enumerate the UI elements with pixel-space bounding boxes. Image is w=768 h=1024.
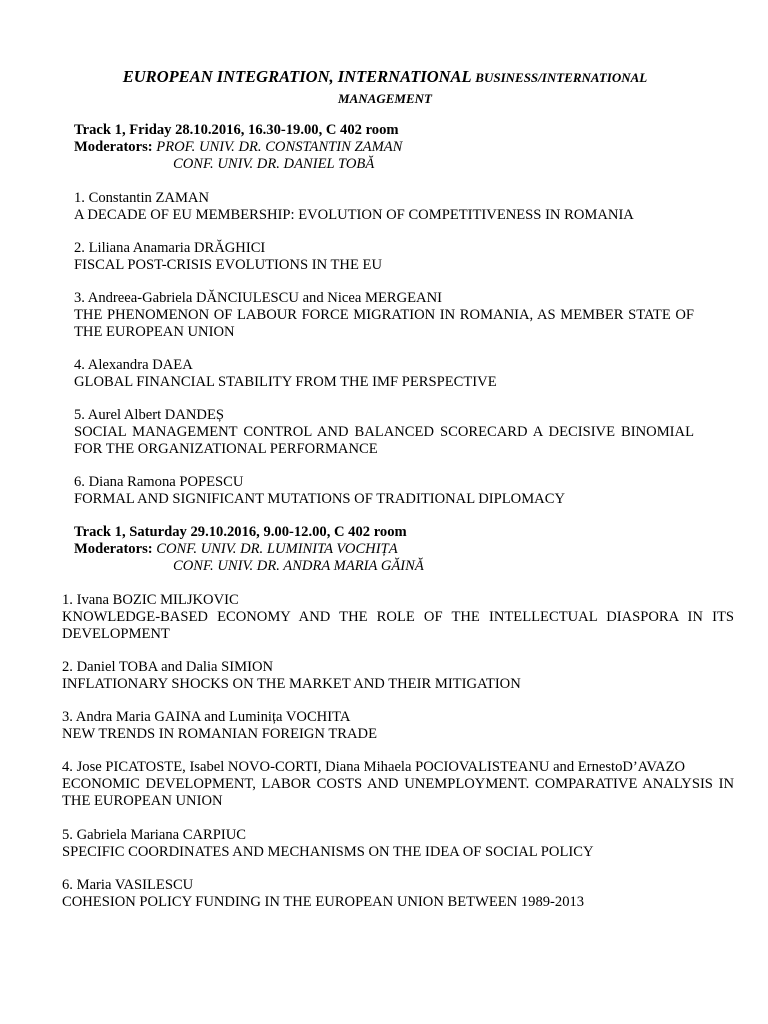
paper-entry (74, 474, 694, 508)
title-part-1: EUROPEAN INTEGRATION, INTERNATIONAL (122, 67, 472, 86)
paper-author: 1. Ivana BOZIC MILJKOVIC (62, 592, 239, 608)
paper-title: NEW TRENDS IN ROMANIAN FOREIGN TRADE (62, 726, 377, 742)
paper-entry (62, 659, 734, 693)
paper-entry (62, 877, 734, 911)
moderator-name: CONF. UNIV. DR. LUMINITA VOCHIȚA (156, 541, 398, 557)
paper-entry (62, 592, 734, 643)
moderator-name: CONF. UNIV. DR. DANIEL TOBĂ (173, 156, 375, 172)
paper-entry (74, 357, 694, 391)
paper-author: 6. Diana Ramona POPESCU (74, 474, 244, 490)
moderators-label: Moderators: (74, 139, 153, 155)
paper-title: SOCIAL MANAGEMENT CONTROL AND BALANCED SCORECARD A DECISIVE BINOMIAL FOR THE ORGANIZATIONAL PERFORMANCE (74, 424, 694, 457)
paper-author: 3. Andreea-Gabriela DĂNCIULESCU and Nicea MERGEANI (74, 290, 442, 306)
track-heading-friday: Track 1, Friday 28.10.2016, 16.30-19.00, C 402 room (74, 122, 399, 138)
paper-entry (74, 290, 694, 341)
paper-entry (62, 709, 734, 743)
paper-entry (74, 407, 694, 458)
paper-entry (74, 190, 694, 224)
paper-title: SPECIFIC COORDINATES AND MECHANISMS ON THE IDEA OF SOCIAL POLICY (62, 844, 594, 860)
paper-title: KNOWLEDGE-BASED ECONOMY AND THE ROLE OF THE INTELLECTUAL DIASPORA IN ITS DEVELOPMENT (62, 609, 734, 642)
paper-author: 4. Jose PICATOSTE, Isabel NOVO-CORTI, Diana Mihaela POCIOVALISTEANU and ErnestoD’AVAZO (62, 759, 686, 775)
moderator-name: PROF. UNIV. DR. CONSTANTIN ZAMAN (156, 139, 403, 155)
paper-author: 3. Andra Maria GAINA and Luminița VOCHITA (62, 709, 351, 725)
moderators-saturday (74, 541, 398, 558)
paper-title: INFLATIONARY SHOCKS ON THE MARKET AND THEIR MITIGATION (62, 676, 521, 692)
paper-author: 4. Alexandra DAEA (74, 357, 193, 373)
title-part-2: BUSINESS/INTERNATIONAL (475, 70, 648, 85)
paper-author: 1. Constantin ZAMAN (74, 190, 209, 206)
paper-entry (62, 827, 734, 861)
paper-title: GLOBAL FINANCIAL STABILITY FROM THE IMF PERSPECTIVE (74, 374, 497, 390)
paper-title: COHESION POLICY FUNDING IN THE EUROPEAN UNION BETWEEN 1989-2013 (62, 894, 585, 910)
moderator-name: CONF. UNIV. DR. ANDRA MARIA GĂINĂ (173, 558, 424, 574)
paper-entry (74, 240, 694, 274)
paper-title: THE PHENOMENON OF LABOUR FORCE MIGRATION IN ROMANIA, AS MEMBER STATE OF THE EUROPEAN UNION (74, 307, 694, 340)
document-title (60, 68, 710, 87)
moderators-label: Moderators: (74, 541, 153, 557)
document-title-line-2: MANAGEMENT (338, 91, 432, 106)
paper-author: 2. Daniel TOBA and Dalia SIMION (62, 659, 274, 675)
paper-title: ECONOMIC DEVELOPMENT, LABOR COSTS AND UNEMPLOYMENT. COMPARATIVE ANALYSIS IN THE EUROPEAN UNION (62, 776, 734, 809)
paper-author: 5. Gabriela Mariana CARPIUC (62, 827, 247, 843)
paper-title: FISCAL POST-CRISIS EVOLUTIONS IN THE EU (74, 257, 382, 273)
moderators-friday (74, 139, 402, 156)
paper-entry (62, 759, 734, 810)
track-heading-saturday: Track 1, Saturday 29.10.2016, 9.00-12.00, C 402 room (74, 524, 407, 540)
paper-title: FORMAL AND SIGNIFICANT MUTATIONS OF TRADITIONAL DIPLOMACY (74, 491, 565, 507)
paper-author: 2. Liliana Anamaria DRĂGHICI (74, 240, 266, 256)
paper-author: 6. Maria VASILESCU (62, 877, 194, 893)
paper-author: 5. Aurel Albert DANDEȘ (74, 407, 224, 423)
paper-title: A DECADE OF EU MEMBERSHIP: EVOLUTION OF COMPETITIVENESS IN ROMANIA (74, 207, 634, 223)
